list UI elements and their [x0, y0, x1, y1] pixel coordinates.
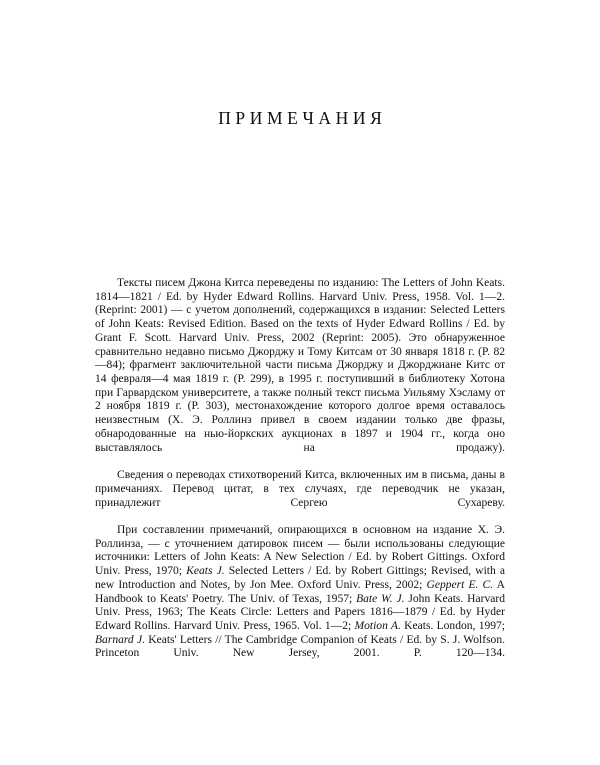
body-text-block: [95, 277, 505, 675]
paragraph-poem-translations-run-0: Сведения о переводах стихотворений Китса, включенных им в письма, даны в примечаниях. Перевод цитат, в тех случаях, где переводчик не указан, принадлежит Сергею Сухареву.: [95, 469, 505, 509]
paragraph-bibliography-run-7: Motion A.: [354, 619, 401, 632]
paragraph-bibliography-run-3: Geppert E. C.: [426, 578, 494, 591]
paragraph-bibliography-run-9: Barnard J.: [95, 633, 145, 646]
paragraph-bibliography-run-6: John Keats. Harvard Univ. Press, 1963; The Keats Circle: Letters and Papers 1816—1879 / Ed. by Hyder Edward Rollins. Harvard Univ. Press, 1965. Vol. 1—2;: [95, 592, 506, 632]
paragraph-poem-translations: [95, 469, 505, 524]
paragraph-sources-of-letters-run-0: Тексты писем Джона Китса переведены по изданию: The Letters of John Keats. 1814—1821 / Ed. by Hyder Edward Rollins. Harvard Univ. Press, 1958. Vol. 1—2. (Reprint: 2001) — с учетом дополнений, содержащихся в издании: Selected Letters of John Keats: Revised Edition. Based on the texts of Hyder Edward Rollins / Ed. by Grant F. Scott. Harvard Univ. Press, 2002 (Reprint: 2005). Это обнаруженное сравнительно недавно письмо Джорджу и Тому Китсам от 30 января 1818 г. (P. 82—84); фрагмент заключительной части письма Джорджу и Джорджиане Китс от 14 февраля—4 мая 1819 г. (P. 299), в 1995 г. поступивший в библиотеку Хотона при Гарвардском университете, а также полный текст письма Уильяму Хэсламу от 2 ноября 1819 г. (P. 303), местонахождение которого долгое время оставалось неизвестным (Х. Э. Роллинз привел в своем издании только две фразы, обнародованные на нью-йоркских аукционах в 1897 и 1904 гг., когда оно выставлялось на продажу).: [95, 277, 505, 454]
paragraph-bibliography-run-8: Keats. London, 1997;: [400, 619, 505, 632]
paragraph-bibliography-run-5: Bate W. J.: [356, 592, 405, 605]
paragraph-bibliography-run-2: Selected Letters / Ed. by Robert Gittings; Revised, with a new Introduction and Notes, by Jon Mee. Oxford Univ. Press, 2002;: [95, 565, 505, 591]
paragraph-bibliography-run-10: Keats' Letters // The Cambridge Companion of Keats / Ed. by S. J. Wolfson. Princeton Univ. New Jersey, 2001. P. 120—134.: [95, 633, 505, 660]
page-title: ПРИМЕЧАНИЯ: [218, 107, 387, 128]
paragraph-bibliography-run-1: Keats J.: [186, 565, 225, 578]
paragraph-bibliography-run-0: При составлении примечаний, опирающихся в основном на издание Х. Э. Роллинза, — с уточнением датировок писем — были использованы следующие источники: Letters of John Keats: A New Selection / Ed. by Robert Gittings. Oxford Univ. Press, 1970;: [95, 523, 505, 578]
paragraph-sources-of-letters: [95, 277, 505, 469]
paragraph-bibliography: [95, 524, 505, 675]
paragraph-bibliography-run-4: A Handbook to Keats' Poetry. The Univ. of Texas, 1957;: [95, 578, 505, 605]
